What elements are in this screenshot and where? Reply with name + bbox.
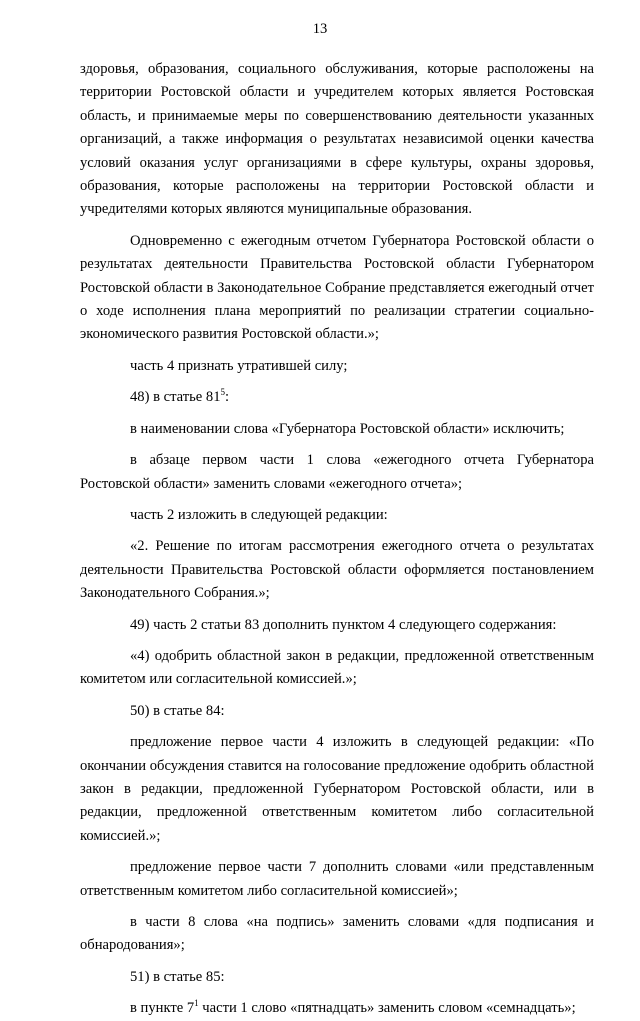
paragraph-item-51: 51) в статье 85: bbox=[130, 968, 225, 985]
paragraph-part4-repeal: часть 4 признать утратившей силу; bbox=[130, 357, 348, 374]
paragraph-item-50: 50) в статье 84: bbox=[130, 702, 225, 719]
paragraph-continuation: здоровья, образования, социального обслуживания, которые расположены на территории Ростовской области и учредителем которых является Ростовская область, и принимаемые меры по совершенствованию деятельности указанных организаций, а также информация о результатах независимой оценки качества условий оказания услуг организациями в сфере культуры, охраны здоровья, образования, которые расположены на территории Ростовской области и учредителями которых являются муниципальные образования. bbox=[80, 61, 594, 218]
page-number: 13 bbox=[312, 21, 328, 37]
paragraph-part7-text: предложение первое части 7 дополнить словами «или представленным ответственным комитетом либо согласительной комиссией»; bbox=[80, 859, 594, 899]
paragraph-part8-text: в части 8 слова «на подпись» заменить словами «для подписания и обнародования»; bbox=[80, 914, 594, 954]
item-7-1-superscript: 1 bbox=[194, 998, 199, 1009]
item-48-text: 48) в статье 81 bbox=[130, 389, 221, 406]
document-body bbox=[80, 58, 594, 1021]
paragraph-part1-change: в абзаце первом части 1 слова «ежегодного отчета Губернатора Ростовской области» заменить словами «ежегодного отчета»; bbox=[80, 452, 594, 492]
item-48-suffix: : bbox=[225, 389, 230, 406]
paragraph-part4-text: предложение первое части 4 изложить в следующей редакции: «По окончании обсуждения ставится на голосование предложение одобрить областной закон в редакции, предложенной Губернатором Ростовской области, или в редакции, предложенной ответственным комитетом либо согласительной комиссией.»; bbox=[80, 734, 594, 844]
paragraph-part2-intro: часть 2 изложить в следующей редакции: bbox=[130, 506, 388, 523]
paragraph-item-49-text: «4) одобрить областной закон в редакции, предложенной ответственным комитетом или согласительной комиссией.»; bbox=[80, 647, 594, 688]
paragraph-title-change: в наименовании слова «Губернатора Ростовской области» исключить; bbox=[130, 420, 565, 437]
item-7-1-suffix: части 1 слово «пятнадцать» заменить словом «семнадцать»; bbox=[198, 1000, 576, 1017]
paragraph-item-48 bbox=[80, 386, 594, 409]
item-7-1-text: в пункте 7 bbox=[130, 1000, 195, 1017]
paragraph-item-7-1 bbox=[80, 997, 594, 1020]
paragraph-part2-text: «2. Решение по итогам рассмотрения ежегодного отчета о результатах деятельности Правительства Ростовской области оформляется постановлением Законодательного Собрания.»; bbox=[80, 538, 594, 602]
paragraph-item-49: 49) часть 2 статьи 83 дополнить пунктом 4 следующего содержания: bbox=[130, 616, 557, 633]
item-48-superscript: 5 bbox=[220, 387, 226, 398]
paragraph-annual-report: Одновременно с ежегодным отчетом Губернатора Ростовской области о результатах деятельности Правительства Ростовской области Губернатором Ростовской области в Законодательное Собрание представляется ежегодный отчет о ходе исполнения плана мероприятий по реализации стратегии социально-экономического развития Ростовской области.»; bbox=[80, 232, 594, 343]
